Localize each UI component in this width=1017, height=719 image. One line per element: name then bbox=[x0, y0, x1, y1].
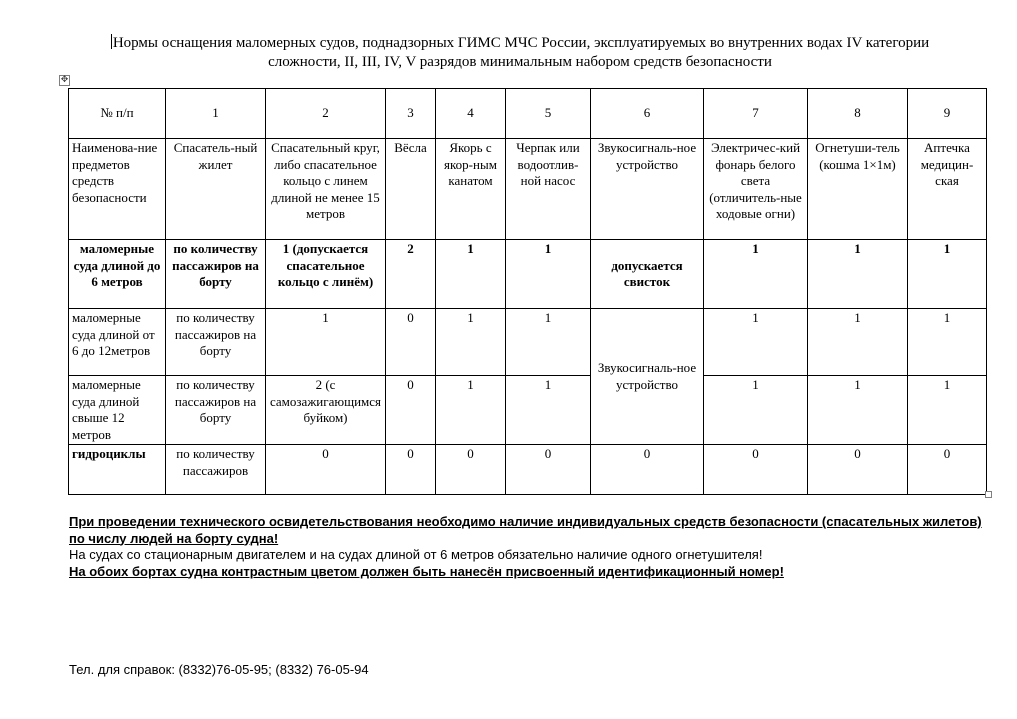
table-cell: 1 bbox=[808, 240, 908, 309]
document-title-text: Нормы оснащения маломерных судов, поднадзорных ГИМС МЧС России, эксплуатируемых во внутренних водах IV категории сложности, II, III, IV, V разрядов минимальным набором средств безопасности bbox=[112, 35, 930, 70]
header-cell: 7 bbox=[704, 89, 808, 139]
note-extinguisher: На судах со стационарным двигателем и на судах длиной от 6 метров обязательно наличие одного огнетушителя! bbox=[69, 547, 763, 562]
table-cell: 1 bbox=[704, 309, 808, 376]
table-header-names bbox=[69, 139, 987, 240]
equipment-norms-table bbox=[68, 88, 987, 495]
header-name-cell: Аптечка медицин-ская bbox=[908, 139, 987, 240]
table-move-handle-icon[interactable]: ✥ bbox=[60, 75, 69, 85]
table-cell: 1 bbox=[436, 309, 506, 376]
table-cell: 1 bbox=[908, 376, 987, 445]
table-resize-handle[interactable] bbox=[985, 491, 992, 498]
header-cell: 3 bbox=[386, 89, 436, 139]
table-cell: 1 bbox=[506, 240, 591, 309]
header-cell: 6 bbox=[591, 89, 704, 139]
notes-block bbox=[69, 514, 989, 580]
table-cell: 0 bbox=[386, 309, 436, 376]
table-cell: 1 bbox=[704, 240, 808, 309]
header-name-cell: Электричес-кий фонарь белого света (отличитель-ные ходовые огни) bbox=[704, 139, 808, 240]
header-cell: 5 bbox=[506, 89, 591, 139]
table-cell: 1 bbox=[506, 309, 591, 376]
table-cell: 0 bbox=[704, 445, 808, 495]
header-cell: № п/п bbox=[69, 89, 166, 139]
table-cell: 0 bbox=[591, 445, 704, 495]
header-name-cell: Звукосигналь-ное устройство bbox=[591, 139, 704, 240]
table-cell: по количеству пассажиров на борту bbox=[166, 240, 266, 309]
table-cell: 1 bbox=[808, 309, 908, 376]
header-name-cell: Спасательный круг, либо спасательное кольцо с линем длиной не менее 15 метров bbox=[266, 139, 386, 240]
table-cell: 0 bbox=[506, 445, 591, 495]
table-cell: 0 bbox=[386, 376, 436, 445]
table-header-numbers bbox=[69, 89, 987, 139]
table-cell: 1 (допускается спасательное кольцо с линём) bbox=[266, 240, 386, 309]
table-cell: 1 bbox=[436, 376, 506, 445]
table-cell: 1 bbox=[506, 376, 591, 445]
table-cell: 0 bbox=[436, 445, 506, 495]
table-cell: 1 bbox=[436, 240, 506, 309]
table-cell: по количеству пассажиров на борту bbox=[166, 376, 266, 445]
document-title bbox=[80, 34, 960, 72]
table-cell: 1 bbox=[704, 376, 808, 445]
header-name-cell: Огнетуши-тель (кошма 1×1м) bbox=[808, 139, 908, 240]
table-row bbox=[69, 240, 987, 309]
table-cell: 2 bbox=[386, 240, 436, 309]
row-label: маломерные суда длиной от 6 до 12метров bbox=[69, 309, 166, 376]
row-label: маломерные суда длиной свыше 12 метров bbox=[69, 376, 166, 445]
note-inspection: При проведении технического освидетельствования необходимо наличие индивидуальных средств безопасности (спасательных жилетов) по числу людей на борту судна! bbox=[69, 514, 982, 546]
table-cell: 0 bbox=[908, 445, 987, 495]
header-cell: 4 bbox=[436, 89, 506, 139]
table-cell: 0 bbox=[386, 445, 436, 495]
header-cell: 9 bbox=[908, 89, 987, 139]
table-cell-merged: Звукосигналь-ное устройство bbox=[591, 309, 704, 445]
header-cell: 8 bbox=[808, 89, 908, 139]
table-cell: допускается свисток bbox=[591, 240, 704, 309]
header-cell: 1 bbox=[166, 89, 266, 139]
row-label: маломерные суда длиной до 6 метров bbox=[69, 240, 166, 309]
row-label: гидроциклы bbox=[69, 445, 166, 495]
table-cell: по количеству пассажиров bbox=[166, 445, 266, 495]
text-cursor bbox=[111, 34, 112, 49]
header-cell: 2 bbox=[266, 89, 386, 139]
table-row bbox=[69, 309, 987, 376]
contact-phone: Тел. для справок: (8332)76-05-95; (8332) 76-05-94 bbox=[69, 662, 369, 677]
note-id-number: На обоих бортах судна контрастным цветом должен быть нанесён присвоенный идентификационный номер! bbox=[69, 563, 784, 579]
table-cell: 1 bbox=[908, 309, 987, 376]
table-cell: 1 bbox=[808, 376, 908, 445]
table-cell: 1 bbox=[908, 240, 987, 309]
header-name-cell: Спасатель-ный жилет bbox=[166, 139, 266, 240]
table-row bbox=[69, 376, 987, 445]
table-cell: 2 (с самозажигающимся буйком) bbox=[266, 376, 386, 445]
table-cell: 0 bbox=[266, 445, 386, 495]
table-row bbox=[69, 445, 987, 495]
header-name-cell: Черпак или водоотлив-ной насос bbox=[506, 139, 591, 240]
table-cell: по количеству пассажиров на борту bbox=[166, 309, 266, 376]
table-cell: 0 bbox=[808, 445, 908, 495]
header-name-cell: Вёсла bbox=[386, 139, 436, 240]
header-name-cell: Наименова-ние предметов средств безопасности bbox=[69, 139, 166, 240]
table-cell: 1 bbox=[266, 309, 386, 376]
header-name-cell: Якорь с якор-ным канатом bbox=[436, 139, 506, 240]
